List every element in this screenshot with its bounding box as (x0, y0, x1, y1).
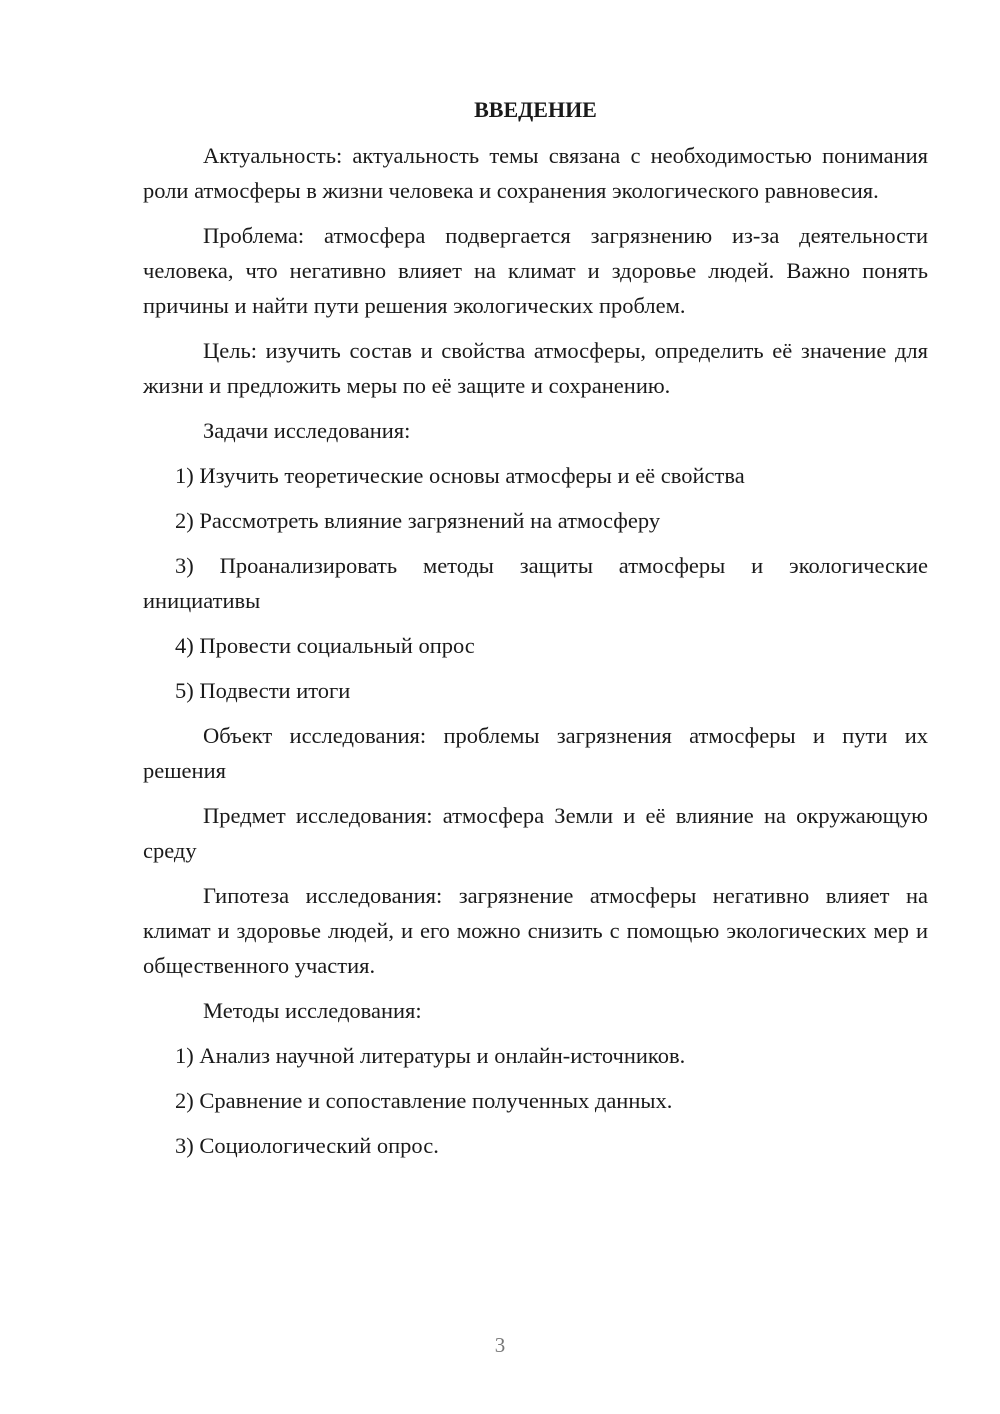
paragraph-hypothesis: Гипотеза исследования: загрязнение атмосферы негативно влияет на климат и здоровье людей, и его можно снизить с помощью экологических мер и общественного участия. (143, 883, 928, 978)
list-item: 1) Изучить теоретические основы атмосферы и её свойства (175, 463, 745, 488)
paragraph-subject: Предмет исследования: атмосфера Земли и её влияние на окружающую среду (143, 803, 928, 863)
paragraph-object: Объект исследования: проблемы загрязнения атмосферы и пути их решения (143, 723, 928, 783)
page-content (143, 94, 928, 1173)
list-item: 4) Провести социальный опрос (175, 633, 475, 658)
list-item: 3) Социологический опрос. (175, 1133, 439, 1158)
paragraph-problem: Проблема: атмосфера подвергается загрязнению из-за деятельности человека, что негативно влияет на климат и здоровье людей. Важно понять причины и найти пути решения экологических проблем. (143, 223, 928, 318)
paragraph-goal: Цель: изучить состав и свойства атмосферы, определить её значение для жизни и предложить меры по её защите и сохранению. (143, 338, 928, 398)
paragraph-methods-heading: Методы исследования: (203, 998, 422, 1023)
page-number: 3 (494, 1333, 506, 1357)
paragraph-tasks-heading: Задачи исследования: (203, 418, 411, 443)
list-item: 5) Подвести итоги (175, 678, 351, 703)
list-item: 2) Рассмотреть влияние загрязнений на атмосферу (175, 508, 661, 533)
paragraph-relevance: Актуальность: актуальность темы связана с необходимостью понимания роли атмосферы в жизни человека и сохранения экологического равновесия. (143, 143, 928, 203)
list-item: 3) Проанализировать методы защиты атмосферы и экологические инициативы (143, 553, 928, 613)
list-item: 1) Анализ научной литературы и онлайн-источников. (175, 1043, 686, 1068)
list-item: 2) Сравнение и сопоставление полученных данных. (175, 1088, 673, 1113)
section-title: ВВЕДЕНИЕ (474, 97, 597, 122)
